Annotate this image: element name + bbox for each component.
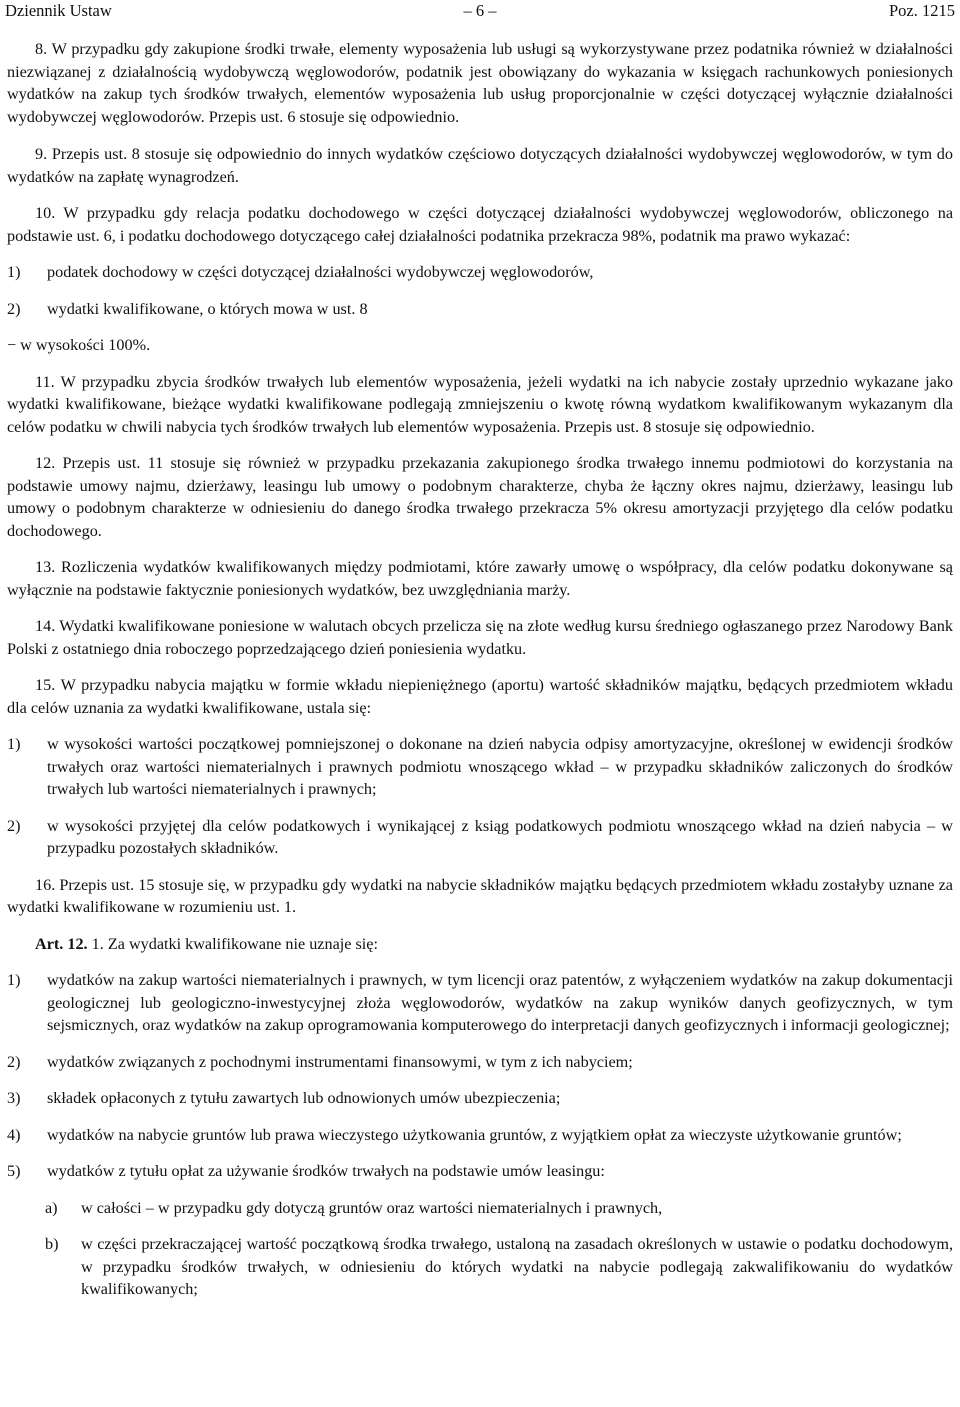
paragraph-11: 11. W przypadku zbycia środków trwałych lub elementów wyposażenia, jeżeli wydatki na ich nabycie zostały uprzednio wykazane jako wydatki kwalifikowane, bieżące wydatki kwalifikowane podlegają zmniejszeniu o kwotę równą wydatkom kwalifikowanym wykazanym dla celów podatku w chwili nabycia tych środków trwałych lub elementów wyposażenia. Przepis ust. 8 stosuje się odpowiednio. (7, 372, 953, 436)
list-item (7, 298, 953, 321)
list-item-text: wydatków z tytułu opłat za używanie środków trwałych na podstawie umów leasingu: (47, 1162, 605, 1180)
list-item-number: 1) (7, 263, 21, 281)
page-number: – 6 – (463, 1, 497, 20)
sub-list-item (7, 1197, 953, 1220)
article-12-intro (7, 933, 953, 956)
paragraph-10: 10. W przypadku gdy relacja podatku dochodowego w części dotyczącej działalności wydobywczej węglowodorów, obliczonego na podstawie ust. 6, i podatku dochodowego dotyczącego całej działalności podatnika przekracza 98%, podatnik ma prawo wykazać: (7, 204, 953, 245)
sub-list-item-text: w całości – w przypadku gdy dotyczą gruntów oraz wartości niematerialnych i prawnych, (81, 1198, 663, 1217)
page-header (5, 0, 955, 24)
list-item-text: wydatków na nabycie gruntów lub prawa wieczystego użytkowania gruntów, z wyjątkiem opłat za wieczyste użytkowanie gruntów; (47, 1125, 902, 1144)
paragraph-8: 8. W przypadku gdy zakupione środki trwałe, elementy wyposażenia lub usługi są wykorzystywane przez podatnika również w działalności niezwiązanej z działalnością wydobywczą węglowodorów, podatnik jest obowiązany do wykazania w księgach rachunkowych poniesionych wydatków na zakup tych środków trwałych, elementów wyposażenia lub usług proporcjonalnie w części dotyczącej wyłącznie działalności wydobywczej węglowodorów. Przepis ust. 6 stosuje się odpowiednio. (7, 40, 953, 126)
list-item (7, 1051, 953, 1074)
position-number: Poz. 1215 (889, 1, 955, 20)
list-item (7, 733, 953, 801)
journal-title: Dziennik Ustaw (5, 1, 112, 20)
list-item-number: 2) (7, 1052, 21, 1071)
list-item (7, 815, 953, 860)
list-item-text: podatek dochodowy w części dotyczącej działalności wydobywczej węglowodorów, (47, 263, 594, 281)
list-item (7, 1160, 953, 1183)
list-item-number: 1) (7, 735, 21, 753)
paragraph-12: 12. Przepis ust. 11 stosuje się również w przypadku przekazania zakupionego środka trwałego innemu podmiotowi do korzystania na podstawie umowy najmu, dzierżawy, leasingu lub umowy o podobnym charakterze, chyba że łączny okres najmu, dzierżawy, leasingu lub umowy o podobnym charakterze w odniesieniu do danego środka trwałego przekracza 5% okresu amortyzacji przyjętego dla celów podatku dochodowego. (7, 454, 953, 540)
sub-list-item-text: w części przekraczającej wartość początkową środka trwałego, ustaloną na zasadach określonych w ustawie o podatku dochodowym, w przypadku środków trwałych, w odniesieniu do których wydatki na nabycie podlegają zakwalifikowaniu do wydatków kwalifikowanych; (81, 1235, 953, 1298)
sub-list-item-letter: a) (45, 1198, 58, 1217)
list-item-number: 5) (7, 1162, 21, 1180)
list-item-number: 2) (7, 299, 21, 318)
document-body (7, 38, 953, 1301)
paragraph-16: 16. Przepis ust. 15 stosuje się, w przypadku gdy wydatki na nabycie składników majątku będących przedmiotem wkładu zostałyby uznane za wydatki kwalifikowane w rozumieniu ust. 1. (7, 875, 953, 916)
list-item (7, 261, 953, 284)
list-item-number: 4) (7, 1125, 21, 1144)
paragraph-14: 14. Wydatki kwalifikowane poniesione w walutach obcych przelicza się na złote według kursu średniego ogłaszanego przez Narodowy Bank Polski z ostatniego dnia roboczego poprzedzającego dzień poniesienia wydatku. (7, 617, 953, 658)
sub-list-item (7, 1233, 953, 1301)
article-12-intro-text: 1. Za wydatki kwalifikowane nie uznaje się: (87, 934, 378, 953)
list-item-text: wydatków związanych z pochodnymi instrumentami finansowymi, w tym z ich nabyciem; (47, 1052, 633, 1071)
list-item-number: 2) (7, 816, 21, 835)
sub-list-item-letter: b) (45, 1235, 59, 1253)
list-item-text: wydatków na zakup wartości niematerialnych i prawnych, w tym licencji oraz patentów, z wyłączeniem wydatków na zakup dokumentacji geologicznej lub geologiczno-inwestycyjnej złoża węglowodorów, wydatków na zakup wyników danych geofizycznych, w tym sejsmicznych, oraz wydatków na zakup oprogramowania komputerowego do interpretacji danych geofizycznych i informacji geologicznej; (47, 971, 953, 1034)
list-item-text: w wysokości przyjętej dla celów podatkowych i wynikającej z ksiąg podatkowych podmiotu wnoszącego wkład na dzień nabycia – w przypadku pozostałych składników. (47, 816, 953, 857)
paragraph-13: 13. Rozliczenia wydatków kwalifikowanych między podmiotami, które zawarły umowę o współpracy, dla celów podatku dokonywane są wyłącznie na podstawie faktycznie poniesionych wydatków, bez uwzględniania marży. (7, 558, 953, 599)
paragraph-9: 9. Przepis ust. 8 stosuje się odpowiednio do innych wydatków częściowo dotyczących działalności wydobywczej węglowodorów, w tym do wydatków na zapłatę wynagrodzeń. (7, 145, 953, 186)
list-item (7, 969, 953, 1037)
list-item-text: wydatki kwalifikowane, o których mowa w ust. 8 (47, 299, 368, 318)
list-item-text: składek opłaconych z tytułu zawartych lub odnowionych umów ubezpieczenia; (47, 1089, 561, 1107)
list-item (7, 1087, 953, 1110)
list-item-number: 1) (7, 971, 21, 989)
list-item (7, 1124, 953, 1147)
list-item-number: 3) (7, 1089, 21, 1107)
paragraph-15: 15. W przypadku nabycia majątku w formie wkładu niepieniężnego (aportu) wartość składników majątku, będących przedmiotem wkładu dla celów uznania za wydatki kwalifikowane, ustala się: (7, 676, 953, 717)
paragraph-10-tail: − w wysokości 100%. (7, 336, 151, 354)
list-item-text: w wysokości wartości początkowej pomniejszonej o dokonane na dzień nabycia odpisy amortyzacyjne, określonej w ewidencji środków trwałych oraz wartości niematerialnych i prawnych podmiotu wnoszącego wkład – w przypadku składników zaliczonych do środków trwałych lub wartości niematerialnych i prawnych; (47, 735, 953, 798)
article-label: Art. 12. (35, 934, 88, 953)
